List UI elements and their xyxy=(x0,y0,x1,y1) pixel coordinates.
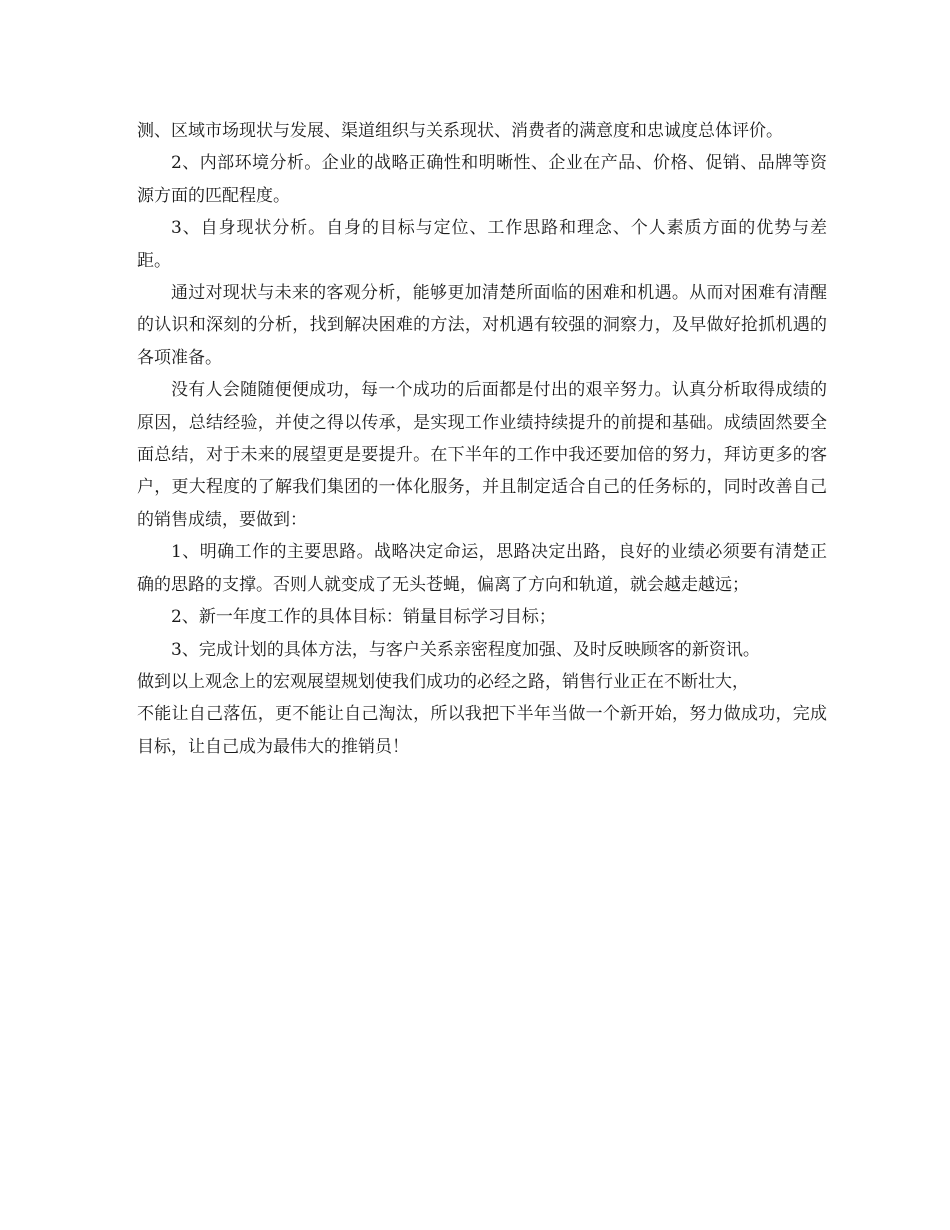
paragraph-success-effort: 没有人会随随便便成功，每一个成功的后面都是付出的艰辛努力。认真分析取得成绩的原因，总结经验，并使之得以传承，是实现工作业绩持续提升的前提和基础。成绩固然要全面总结，对于未来的展望更是要提升。在下半年的工作中我还要加倍的努力，拜访更多的客户，更大程度的了解我们集团的一体化服务，并且制定适合自己的任务标的，同时改善自己的销售成绩，要做到： xyxy=(137,380,827,530)
paragraph-internal-analysis: 2、内部环境分析。企业的战略正确性和明晰性、企业在产品、价格、促销、品牌等资源方面的匹配程度。 xyxy=(137,153,827,206)
document-body xyxy=(137,115,827,763)
paragraph-conclusion: 不能让自己落伍，更不能让自己淘汰，所以我把下半年当做一个新开始，努力做成功，完成目标，让自己成为最伟大的推销员！ xyxy=(137,704,827,757)
paragraph-self-analysis: 3、自身现状分析。自身的目标与定位、工作思路和理念、个人素质方面的优势与差距。 xyxy=(137,218,827,271)
paragraph-objective-analysis: 通过对现状与未来的客观分析，能够更加清楚所面临的困难和机遇。从而对困难有清醒的认识和深刻的分析，找到解决困难的方法，对机遇有较强的洞察力，及早做好抢抓机遇的各项准备。 xyxy=(137,283,827,368)
paragraph-plan-methods: 3、完成计划的具体方法，与客户关系亲密程度加强、及时反映顾客的新资讯。 xyxy=(171,639,760,660)
paragraph-work-approach: 1、明确工作的主要思路。战略决定命运，思路决定出路，良好的业绩必须要有清楚正确的思路的支撑。否则人就变成了无头苍蝇，偏离了方向和轨道，就会越走越远； xyxy=(137,542,827,595)
paragraph-annual-goals: 2、新一年度工作的具体目标：销量目标学习目标； xyxy=(171,607,556,628)
paragraph-continuation: 测、区域市场现状与发展、渠道组织与关系现状、消费者的满意度和忠诚度总体评价。 xyxy=(137,121,783,141)
paragraph-macro-outlook: 做到以上观念上的宏观展望规划使我们成功的必经之路，销售行业正在不断壮大， xyxy=(137,671,749,692)
